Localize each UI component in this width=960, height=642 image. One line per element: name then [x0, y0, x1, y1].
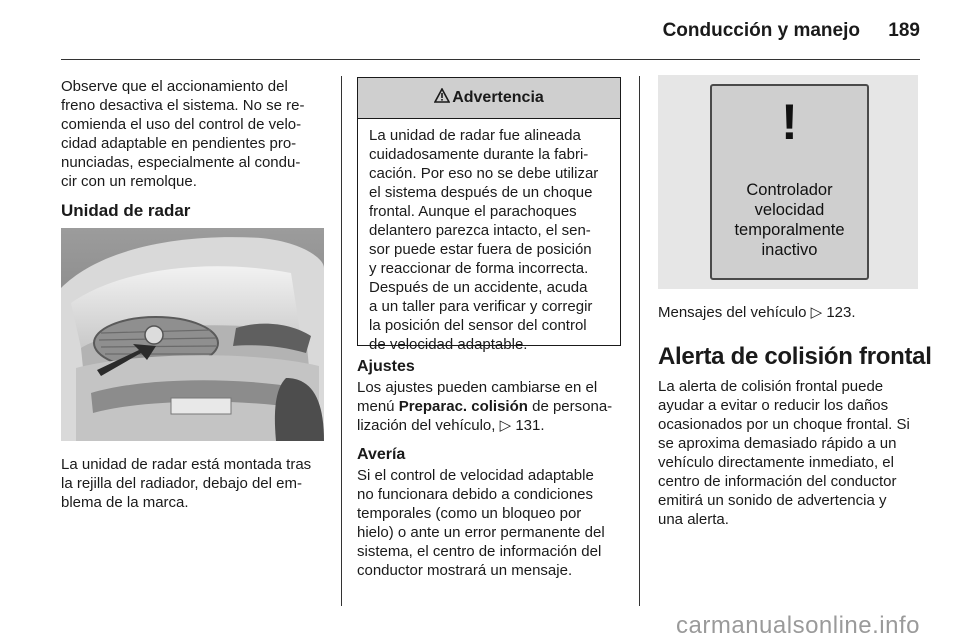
text-line: sor puede estar fuera de posición [369, 241, 592, 258]
radar-unit-photo [61, 228, 324, 441]
text-line: La unidad de radar fue alineada [369, 127, 581, 144]
text-line: Después de un accidente, acuda [369, 279, 588, 296]
text-line: de velocidad adaptable. [369, 336, 528, 353]
warning-box [357, 77, 621, 353]
driver-info-display [710, 84, 869, 280]
warning-header [358, 78, 620, 119]
text-line: temporalmente [734, 221, 845, 239]
text-line: Observe que el accionamiento del [61, 78, 288, 95]
text-line: no funcionara debido a condiciones [357, 486, 594, 503]
text-line: emitirá un sonido de advertencia y [658, 492, 887, 509]
text-line: La unidad de radar está montada tras [61, 456, 312, 473]
warning-triangle-icon [434, 88, 450, 108]
page-ref-arrow-icon: ▷ [810, 304, 823, 321]
text-line: hielo) o ante un error permanente del [357, 524, 605, 541]
warning-text [358, 119, 620, 354]
display-message [712, 180, 867, 260]
text-line: freno desactiva el sistema. No se re- [61, 97, 305, 114]
text-line: cuidadosamente durante la fabri- [369, 146, 589, 163]
section-heading-ajustes: Ajustes [357, 358, 415, 375]
text-line: comienda el uso del control de velo- [61, 116, 302, 133]
text-line: frontal. Aunque el parachoques [369, 203, 577, 220]
text-line: La alerta de colisión frontal puede [658, 378, 884, 395]
vehicle-messages-ref: Mensajes del vehículo ▷ 123. [658, 304, 856, 321]
page-ref-link[interactable]: 131. [515, 417, 545, 434]
ajustes-paragraph [357, 378, 632, 435]
text-line: la rejilla del radiador, debajo del em- [61, 475, 302, 492]
text-line: nunciadas, especialmente al condu- [61, 154, 301, 171]
watermark: carmanualsonline.info [676, 612, 920, 639]
radar-caption [61, 455, 331, 512]
averia-paragraph [357, 466, 632, 580]
text-line: la posición del sensor del control [369, 317, 587, 334]
driver-info-display-figure [658, 75, 918, 289]
section-heading-averia: Avería [357, 446, 406, 463]
running-header-title: Conducción y manejo [662, 20, 860, 41]
text-line: menú Preparac. colisión de persona- [357, 398, 613, 415]
page-ref-arrow-icon: ▷ [499, 417, 512, 434]
car-front-illustration [61, 228, 324, 441]
text-line: temporales (como un bloqueo por [357, 505, 582, 522]
text-line: conductor mostrará un mensaje. [357, 562, 573, 579]
column-divider-1 [341, 76, 342, 606]
text-line: lización del vehículo, ▷ 131. [357, 417, 545, 434]
text-line: cir con un remolque. [61, 173, 197, 190]
collision-alert-paragraph [658, 377, 928, 529]
exclamation-icon: ! [781, 94, 798, 150]
text-line: Los ajustes pueden cambiarse en el [357, 379, 598, 396]
header-divider [61, 59, 920, 60]
column-divider-2 [639, 76, 640, 606]
text-line: inactivo [761, 241, 818, 259]
text-line: a un taller para verificar y corregir [369, 298, 593, 315]
text-line: se aproxima demasiado rápido a un [658, 435, 897, 452]
text-line: cidad adaptable en pendientes pro- [61, 135, 297, 152]
text-line: blema de la marca. [61, 494, 189, 511]
warning-title: Advertencia [452, 89, 544, 106]
intro-paragraph [61, 77, 331, 191]
text-line: y reaccionar de forma incorrecta. [369, 260, 589, 277]
text-line: el sistema después de un choque [369, 184, 593, 201]
menu-path-preparac-colision: Preparac. colisión [398, 398, 528, 415]
section-heading-radar-unit: Unidad de radar [61, 201, 191, 220]
text-line: cación. Por eso no se debe utilizar [369, 165, 599, 182]
section-heading-collision-alert: Alerta de colisión frontal [658, 343, 932, 370]
text-line: velocidad [754, 201, 825, 219]
page-ref-link[interactable]: 123. [826, 304, 856, 321]
text-line: sistema, el centro de información del [357, 543, 602, 560]
text-line: Si el control de velocidad adaptable [357, 467, 594, 484]
text-line: Controlador [746, 181, 833, 199]
text-line: delantero parezca intacto, el sen- [369, 222, 591, 239]
page-number: 189 [888, 20, 920, 41]
text-line: vehículo directamente inmediato, el [658, 454, 894, 471]
text-line: una alerta. [658, 511, 729, 528]
text-line: centro de información del conductor [658, 473, 897, 490]
text-line: ocasionados por un choque frontal. Si [658, 416, 910, 433]
text-line: ayudar a evitar o reducir los daños [658, 397, 889, 414]
